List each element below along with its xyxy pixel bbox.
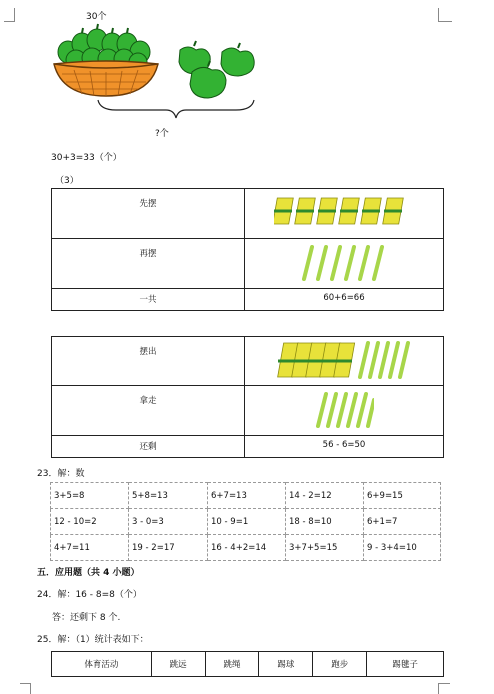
table-cell: 摆出 <box>52 337 245 386</box>
table-cell: 体育活动 <box>52 652 152 677</box>
table-cell: 踢球 <box>259 652 313 677</box>
q25-label: 25．解：（1）统计表如下： <box>37 635 149 645</box>
table-row <box>51 483 441 509</box>
table-cell: 10 - 9=1 <box>208 509 286 535</box>
table-cell: 4+7=11 <box>51 535 129 561</box>
q24-label: 24．解：16 - 8=8（个） <box>37 590 142 600</box>
crop-mark <box>30 683 31 694</box>
table-cell <box>245 189 444 239</box>
table-cell: 16 - 4+2=14 <box>208 535 286 561</box>
crop-mark <box>4 21 15 22</box>
three-peppers-icon <box>176 40 258 100</box>
table-cell: 一共 <box>52 289 245 311</box>
table-cell: 18 - 8=10 <box>286 509 364 535</box>
table-row <box>52 337 444 386</box>
crop-mark <box>438 683 439 694</box>
table-row <box>52 239 444 289</box>
bundles-and-sticks-icon <box>274 341 414 379</box>
brace-icon <box>96 98 256 120</box>
count-label: 30个 <box>86 12 107 22</box>
table-cell <box>245 386 444 436</box>
part-label: （3） <box>55 176 79 186</box>
counting-table-1 <box>51 188 444 311</box>
table-cell: 9 - 3+4=10 <box>364 535 441 561</box>
table-cell <box>245 337 444 386</box>
table-cell: 跳绳 <box>205 652 259 677</box>
crop-mark <box>438 21 452 22</box>
table-cell: 3 - 0=3 <box>129 509 208 535</box>
table-cell: 拿走 <box>52 386 245 436</box>
table-cell: 60+6=66 <box>245 289 444 311</box>
table-row <box>51 509 441 535</box>
q23-label: 23．解：数 <box>37 469 85 479</box>
q24-answer: 答：还剩下 8 个. <box>52 613 121 623</box>
table-row <box>52 436 444 458</box>
table-cell <box>245 239 444 289</box>
crop-mark <box>20 683 31 684</box>
table-cell: 3+5=8 <box>51 483 129 509</box>
equation-text: 30+3=33（个） <box>51 153 122 163</box>
crop-mark <box>438 683 450 684</box>
stats-table <box>51 651 444 677</box>
table-cell: 6+1=7 <box>364 509 441 535</box>
table-cell: 先摆 <box>52 189 245 239</box>
table-row <box>52 289 444 311</box>
table-cell: 再摆 <box>52 239 245 289</box>
bundles-icon <box>274 194 414 226</box>
crop-mark <box>14 8 15 22</box>
table-cell: 跳远 <box>151 652 205 677</box>
q23-table <box>50 482 441 561</box>
table-cell: 6+9=15 <box>364 483 441 509</box>
table-cell: 12 - 10=2 <box>51 509 129 535</box>
section-heading: 五．应用题（共 4 小题） <box>37 568 140 578</box>
table-cell: 5+8=13 <box>129 483 208 509</box>
table-cell: 还剩 <box>52 436 245 458</box>
question-label: ?个 <box>155 129 169 139</box>
table-row <box>52 189 444 239</box>
basket-of-peppers-icon <box>52 22 160 104</box>
table-cell: 19 - 2=17 <box>129 535 208 561</box>
table-row <box>52 652 444 677</box>
sticks-icon <box>294 245 394 281</box>
table-cell: 踢毽子 <box>367 652 444 677</box>
counting-table-2 <box>51 336 444 458</box>
table-row <box>52 386 444 436</box>
table-cell: 跑步 <box>313 652 367 677</box>
sticks-icon <box>314 392 374 428</box>
table-row <box>51 535 441 561</box>
table-cell: 14 - 2=12 <box>286 483 364 509</box>
table-cell: 3+7+5=15 <box>286 535 364 561</box>
table-cell: 6+7=13 <box>208 483 286 509</box>
table-cell: 56 - 6=50 <box>245 436 444 458</box>
crop-mark <box>438 8 439 22</box>
